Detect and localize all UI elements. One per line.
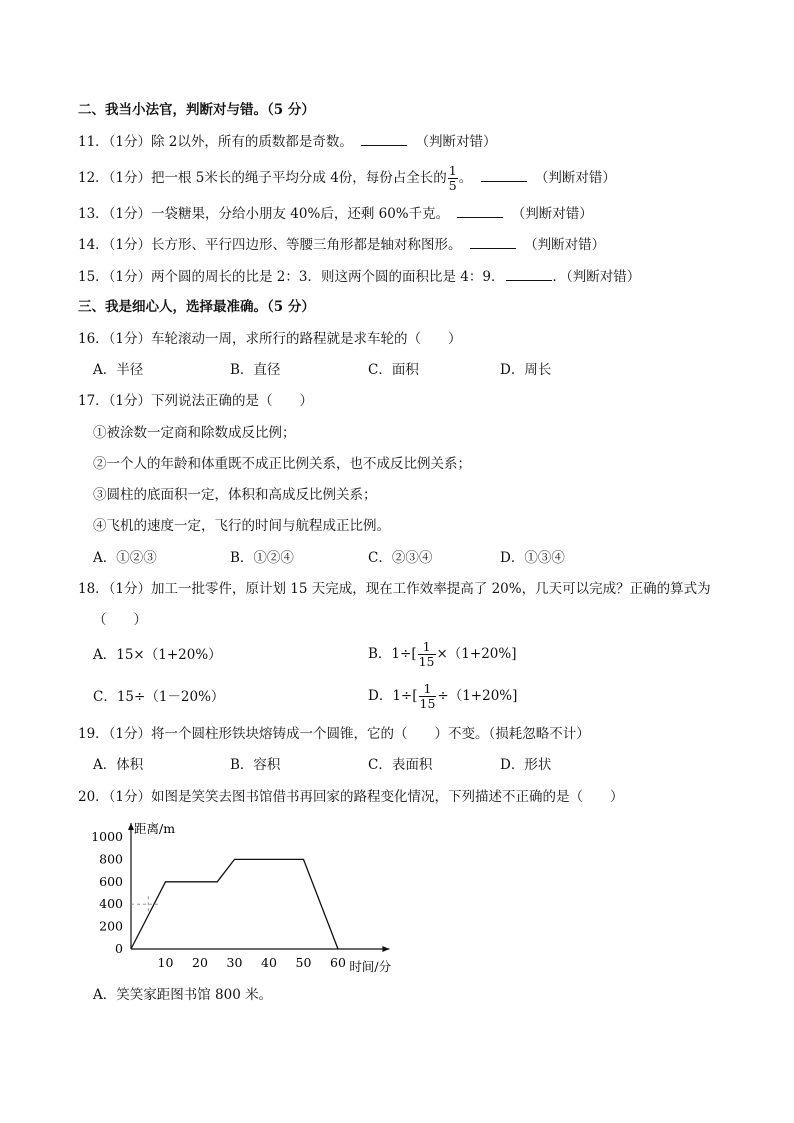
question-15 (78, 268, 640, 286)
distance-time-chart (86, 815, 426, 975)
question-18-paren: （ ） (93, 612, 147, 628)
answer-blank-13[interactable] (457, 205, 503, 218)
question-12-tail: （判断对错） (534, 170, 616, 186)
question-15-text: 15．（1分）两个圆的周长的比是 2：3．则这两个圆的面积比是 4：9． (78, 269, 505, 285)
q20-option-a[interactable]: A．笑笑家距图书馆 800 米。 (93, 987, 273, 1003)
question-13 (78, 205, 593, 223)
x-tick-label: 50 (295, 955, 312, 970)
question-15-tail: ．（判断对错） (552, 269, 641, 285)
question-12: 12．（1分）把一根 5米长的绳子平均分成 4份，每份占全长的 $\frac{1}{5}$ 。 （判断对错） (78, 163, 616, 193)
answer-blank-14[interactable] (470, 236, 516, 249)
x-axis-label: 时间/分 (349, 959, 392, 974)
y-axis-label: 距离/m (134, 821, 176, 836)
answer-blank-11[interactable] (361, 133, 407, 146)
answer-blank-12[interactable] (481, 169, 527, 182)
x-tick-label: 20 (192, 955, 208, 970)
q17-option-a[interactable]: A．①②③ (93, 550, 157, 566)
y-tick-label: 400 (99, 896, 123, 912)
q17-statement-4: ④飞机的速度一定，飞行的时间与航程成正比例。 (93, 518, 390, 534)
section-heading-judge: 二、我当小法官，判断对与错。（5 分） (78, 102, 315, 118)
y-tick-label: 0 (115, 941, 123, 956)
q16-option-d[interactable]: D．周长 (500, 362, 552, 378)
x-tick-label: 30 (226, 955, 243, 970)
q18-option-a[interactable]: A．15×（1+20%） (93, 647, 222, 663)
q17-option-d[interactable]: D．①③④ (500, 550, 565, 566)
fraction-one-fifteenth: $\frac{1}{15}$ (419, 681, 436, 711)
q19-option-a[interactable]: A．体积 (93, 757, 144, 773)
section-heading-choice: 三、我是细心人，选择最准确。（5 分） (78, 299, 315, 315)
fraction-one-fifteenth: $\frac{1}{15}$ (418, 639, 435, 669)
x-axis-arrow (382, 946, 389, 952)
q18-option-b[interactable]: B．1÷[ $\frac{1}{15}$ ×（1+20%] (368, 639, 517, 669)
q16-option-b[interactable]: B．直径 (230, 362, 281, 378)
q17-option-c[interactable]: C．②③④ (368, 550, 433, 566)
question-14 (78, 236, 605, 254)
question-12-text: 12．（1分）把一根 5米长的绳子平均分成 4份，每份占全长的 (78, 170, 447, 186)
answer-blank-15[interactable] (506, 268, 552, 281)
question-11-tail: （判断对错） (415, 134, 497, 150)
y-tick-label: 1000 (91, 829, 123, 844)
question-11-text: 11．（1分）除 2以外，所有的质数都是奇数。 (78, 134, 353, 150)
distance-series-line (131, 859, 338, 949)
x-tick-label: 10 (157, 955, 174, 970)
question-14-text: 14．（1分）长方形、平行四边形、等腰三角形都是轴对称图形。 (78, 237, 462, 253)
y-tick-label: 800 (99, 851, 123, 867)
fraction-one-fifth: $\frac{1}{5}$ (448, 163, 457, 193)
question-17-stem: 17．（1分）下列说法正确的是（ ） (78, 393, 314, 409)
q19-option-b[interactable]: B．容积 (230, 757, 281, 773)
question-13-text: 13．（1分）一袋糖果，分给小朋友 40%后，还剩 60%千克。 (78, 206, 450, 222)
question-19-stem: 19．（1分）将一个圆柱形铁块熔铸成一个圆锥，它的（ ）不变。（损耗忽略不计） (78, 726, 590, 742)
question-16-stem: 16．（1分）车轮滚动一周，求所行的路程就是求车轮的（ ） (78, 331, 462, 347)
y-tick-label: 200 (99, 918, 123, 934)
q19-option-c[interactable]: C．表面积 (368, 757, 433, 773)
q17-option-b[interactable]: B．①②④ (230, 550, 294, 566)
x-tick-label: 40 (261, 955, 277, 970)
question-11 (78, 133, 497, 151)
x-tick-label: 60 (330, 955, 346, 970)
q17-statement-2: ②一个人的年龄和体重既不成正比例关系，也不成反比例关系； (93, 456, 471, 472)
question-20-stem: 20．（1分）如图是笑笑去图书馆借书再回家的路程变化情况，下列描述不正确的是（ ） (78, 789, 624, 805)
y-tick-label: 600 (99, 873, 123, 889)
q16-option-c[interactable]: C．面积 (368, 362, 419, 378)
q19-option-d[interactable]: D．形状 (500, 757, 552, 773)
question-13-tail: （判断对错） (511, 206, 593, 222)
q18-option-d[interactable]: D．1÷[ $\frac{1}{15}$ ÷（1+20%] (368, 681, 518, 711)
question-18-stem: 18．（1分）加工一批零件，原计划 15 天完成，现在工作效率提高了 20%，几天可以完成？正确的算式为 (78, 581, 711, 597)
question-14-tail: （判断对错） (524, 237, 606, 253)
q17-statement-1: ①被涂数一定商和除数成反比例； (93, 425, 296, 441)
q16-option-a[interactable]: A．半径 (93, 362, 144, 378)
q17-statement-3: ③圆柱的底面积一定，体积和高成反比例关系； (93, 487, 377, 503)
q18-option-c[interactable]: C．15÷（1－20%） (93, 689, 225, 705)
